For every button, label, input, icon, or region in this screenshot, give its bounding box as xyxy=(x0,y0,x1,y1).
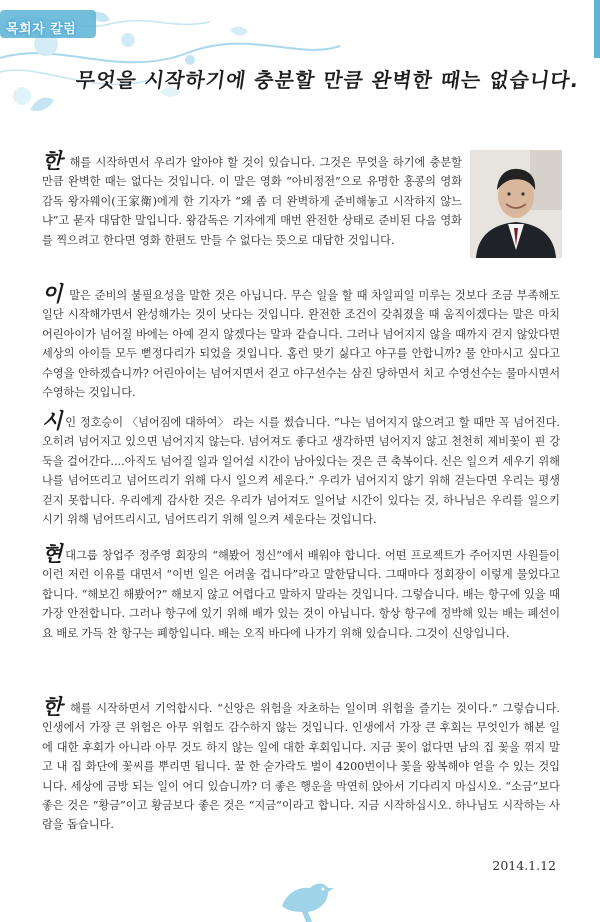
initial-letter: 한 xyxy=(42,695,63,719)
initial-letter: 현 xyxy=(42,542,63,566)
paragraph-text: 말은 준비의 불필요성을 말한 것은 아닙니다. 무슨 일을 할 때 차일피일 미루는 것보다 조금 부족해도 일단 시작해가면서 완성해가는 것이 낫다는 것입니다. 완전한 조건이 갖춰졌을 때 움직이겠다는 말은 마치 어린아이가 넘어질 바에는 아예 걷지 않겠다는 말과 같습니다. 그러나 넘어지지 않을 때까지 걷지 않았다면 세상의 아이들 모두 뻗정다리가 되었을 것입니다. 홈런 맞기 싫다고 야구를 안합니까? 물 안마시고 싶다고 수영을 안하겠습니까? 어린아이는 넘어지면서 걷고 야구선수는 삼진 당하면서 치고 수영선수는 물마시면서 수영하는 것입니다. xyxy=(42,289,560,400)
paragraph-text: 해를 시작하면서 우리가 알아야 할 것이 있습니다. 그것은 무엇을 하기에 충분할 만큼 완벽한 때는 없다는 것입니다. 이 말은 영화 “아비정전”으로 유명한 홍콩의 영화감독 왕자웨이(王家衛)에게 한 기자가 “왜 좀 더 완벽하게 준비해놓고 시작하지 않느냐”고 묻자 대답한 말입니다. 왕감독은 기자에게 매번 완전한 상태로 준비된 다음 영화를 찍으려고 한다면 영화 한편도 만들 수 없다는 뜻으로 대답한 것입니다. xyxy=(42,156,462,247)
author-portrait-icon xyxy=(470,150,562,258)
bird-icon xyxy=(276,870,336,922)
paragraph-5 xyxy=(42,695,560,835)
paragraph-text: 인 정호승이 〈넘어짐에 대하여〉 라는 시를 썼습니다. “나는 넘어지지 않으려고 할 때만 꼭 넘어진다. 오히려 넘어지고 있으면 넘어지지 않는다. 넘어져도 좋다고 생각하면 넘어지지 않고 천천히 제비꽃이 핀 강둑을 걸어간다....아직도 넘어질 일과 일어설 시간이 남아있다는 것은 큰 축복이다. 신은 일으켜 세우기 위해 나를 넘어뜨리고 넘어뜨리기 위해 다시 일으켜 세운다.” 우리가 넘어지지 않기 위해 걷는다면 우리는 평생 걷지 못합니다. 우리에게 감사한 것은 우리가 넘어져도 일어날 시간이 있다는 것, 하나님은 우리를 일으키시기 위해 넘어뜨리시고, 넘어뜨리기 위해 일으켜 세운다는 것입니다. xyxy=(42,416,560,527)
paragraph-1 xyxy=(42,149,462,250)
initial-letter: 이 xyxy=(42,282,63,306)
column-title: 무엇을 시작하기에 충분할 만큼 완벽한 때는 없습니다. xyxy=(74,68,581,92)
column-date: 2014.1.12 xyxy=(492,858,556,873)
section-label: 목회자 칼럼 xyxy=(6,22,77,37)
paragraph-text: 해를 시작하면서 기억합시다. “신앙은 위험을 자초하는 일이며 위험을 즐기는 것이다.” 그렇습니다. 인생에서 가장 큰 위험은 아무 위험도 감수하지 않는 것입니다. 인생에서 가장 큰 후회는 무엇인가 해본 일에 대한 후회가 아니라 아무 것도 하지 않는 일에 대한 후회입니다. 지금 꽃이 없다면 남의 집 꽃을 꺾지 말고 내 집 화단에 꽃씨를 뿌리면 됩니다. 꿀 한 숟가락도 벌이 4200번이나 꽃을 왕복해야 얻을 수 있는 것입니다. 세상에 금방 되는 일이 어디 있습니까? 더 좋은 행운을 막연히 앉아서 기다리지 마십시오. “소금”보다 좋은 것은 “황금”이고 황금보다 좋은 것은 “지금”이라고 합니다. 지금 시작하십시오. 하나님도 시작하는 사람을 돕습니다. xyxy=(42,702,560,832)
page-edge-marker xyxy=(594,0,600,58)
initial-letter: 시 xyxy=(42,409,63,433)
paragraph-text: 대그룹 창업주 정주영 회장의 “해봤어 정신”에서 배워야 합니다. 어떤 프로젝트가 주어지면 사원들이 이런 저런 이유를 대면서 “이번 일은 어려울 겁니다”라고 말한답니다. 그때마다 정회장이 이렇게 물었다고 합니다. “해보긴 해봤어?” 해보지 않고 어렵다고 말하지 말라는 것입니다. 그렇습니다. 배는 항구에 있을 때 가장 안전합니다. 그러나 항구에 있기 위해 배가 있는 것이 아닙니다. 항상 항구에 정박해 있는 배는 폐선이요 배로 가득 찬 항구는 폐항입니다. 배는 오직 바다에 나가기 위해 있습니다. 그것이 신앙입니다. xyxy=(42,549,560,640)
paragraph-4 xyxy=(42,542,560,643)
initial-letter: 한 xyxy=(42,149,63,173)
paragraph-2 xyxy=(42,282,560,402)
author-photo xyxy=(470,150,562,258)
paragraph-3 xyxy=(42,409,560,529)
